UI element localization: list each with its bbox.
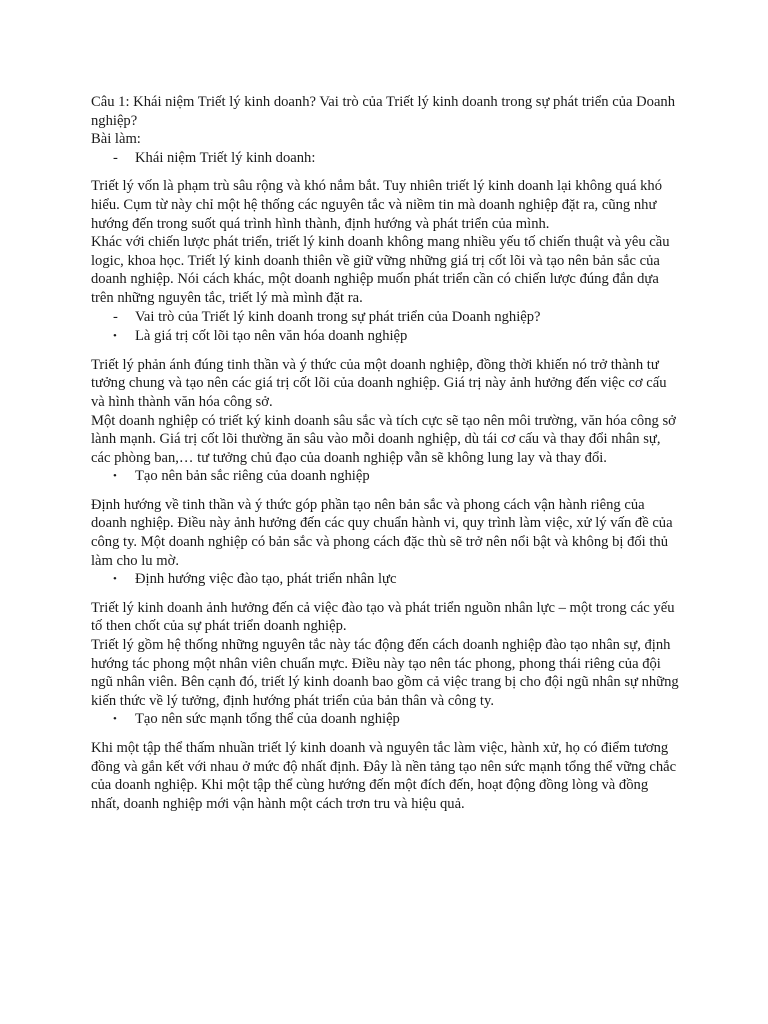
- section2-heading: Vai trò của Triết lý kinh doanh trong sự phát triển của Doanh nghiệp?: [135, 308, 541, 325]
- dash-marker: -: [113, 149, 118, 166]
- bullet-icon: •: [113, 713, 117, 726]
- item-paragraph: Định hướng về tinh thần và ý thức góp phần tạo nên bản sắc và phong cách vận hành riêng của doanh nghiệp. Điều này ảnh hưởng đến các quy chuẩn hành vi, quy trình làm việc, xử lý vấn đề của công ty. Một doanh nghiệp có bản sắc và phong cách đặc thù sẽ trở nên nổi bật và không bị đối thủ làm cho lu mờ.: [91, 496, 673, 569]
- section1-heading-item: [91, 149, 680, 168]
- item-paragraph: Triết lý gồm hệ thống những nguyên tắc này tác động đến cách doanh nghiệp đào tạo nhân sự, định hướng tác phong một nhân viên chuẩn mực. Điều này tạo nên tác phong, phong thái riêng của đội ngũ nhân viên. Bên cạnh đó, triết lý kinh doanh bao gồm cả việc trang bị cho đội ngũ nhân sự những kiến thức về lý tưởng, định hướng phát triển của bản thân và công ty.: [91, 637, 679, 709]
- bullet-title: Là giá trị cốt lõi tạo nên văn hóa doanh nghiệp: [135, 328, 408, 345]
- bullet-icon: •: [113, 573, 117, 586]
- bullet-item-strength: [91, 710, 680, 729]
- item-paragraph: Triết lý phản ánh đúng tinh thần và ý thức của một doanh nghiệp, đồng thời khiến nó trở thành tư tưởng chung và tạo nên các giá trị cốt lõi của doanh nghiệp. Giá trị này ảnh hưởng đến việc cơ cấu và hình thành văn hóa công sở.: [91, 356, 667, 410]
- bullet-item-identity: [91, 467, 680, 486]
- section1-paragraph: Khác với chiến lược phát triển, triết lý kinh doanh không mang nhiều yếu tố chiến thuật và yêu cầu logic, khoa học. Triết lý kinh doanh thiên về giữ vững những giá trị cốt lõi và tạo nên bản sắc của doanh nghiệp. Nói cách khác, một doanh nghiệp muốn phát triển cần có chiến lược đúng đắn dựa trên những nguyên tắc, triết lý mà mình đặt ra.: [91, 234, 670, 306]
- section1-paragraph: Triết lý vốn là phạm trù sâu rộng và khó nắm bắt. Tuy nhiên triết lý kinh doanh lại không quá khó hiểu. Cụm từ này chỉ một hệ thống các nguyên tắc và niềm tin mà doanh nghiệp đặt ra, cũng như hướng đến trong suốt quá trình hình thành, định hướng và phát triển của mình.: [91, 178, 662, 232]
- bullet-icon: •: [113, 330, 117, 343]
- bullet-title: Tạo nên bản sắc riêng của doanh nghiệp: [135, 468, 370, 485]
- section2-heading-item: [91, 308, 680, 327]
- section1-heading: Khái niệm Triết lý kinh doanh:: [135, 149, 316, 166]
- bullet-item-core-values: [91, 327, 680, 346]
- bullet-item-training: [91, 570, 680, 589]
- item-paragraph: Triết lý kinh doanh ảnh hưởng đến cả việc đào tạo và phát triển nguồn nhân lực – một trong các yếu tố then chốt của sự phát triển doanh nghiệp.: [91, 599, 675, 635]
- bullet-icon: •: [113, 470, 117, 483]
- answer-heading: Bài làm:: [91, 131, 141, 148]
- question-text: Câu 1: Khái niệm Triết lý kinh doanh? Vai trò của Triết lý kinh doanh trong sự phát triển của Doanh nghiệp?: [91, 94, 676, 129]
- item-paragraph: Một doanh nghiệp có triết ký kinh doanh sâu sắc và tích cực sẽ tạo nên môi trường, văn hóa công sở lành mạnh. Giá trị cốt lõi thường ăn sâu vào mỗi doanh nghiệp, dù tái cơ cấu và thay đổi nhân sự, các phòng ban,… tư tưởng chủ đạo của doanh nghiệp vẫn sẽ không lung lay và thay đổi.: [91, 412, 676, 466]
- bullet-title: Tạo nên sức mạnh tổng thể của doanh nghiệp: [135, 711, 400, 728]
- item-paragraph: Khi một tập thể thấm nhuần triết lý kinh doanh và nguyên tắc làm việc, hành xử, họ có điểm tương đồng và gắn kết với nhau ở mức độ nhất định. Đây là nền tảng tạo nên sức mạnh tổng thể vững chắc của doanh nghiệp. Khi một tập thể cùng hướng đến một đích đến, hoạt động đồng lòng và đồng nhất, doanh nghiệp mới vận hành một cách trơn tru và hiệu quả.: [91, 740, 677, 812]
- dash-marker: -: [113, 308, 118, 325]
- bullet-title: Định hướng việc đào tạo, phát triển nhân lực: [135, 571, 397, 588]
